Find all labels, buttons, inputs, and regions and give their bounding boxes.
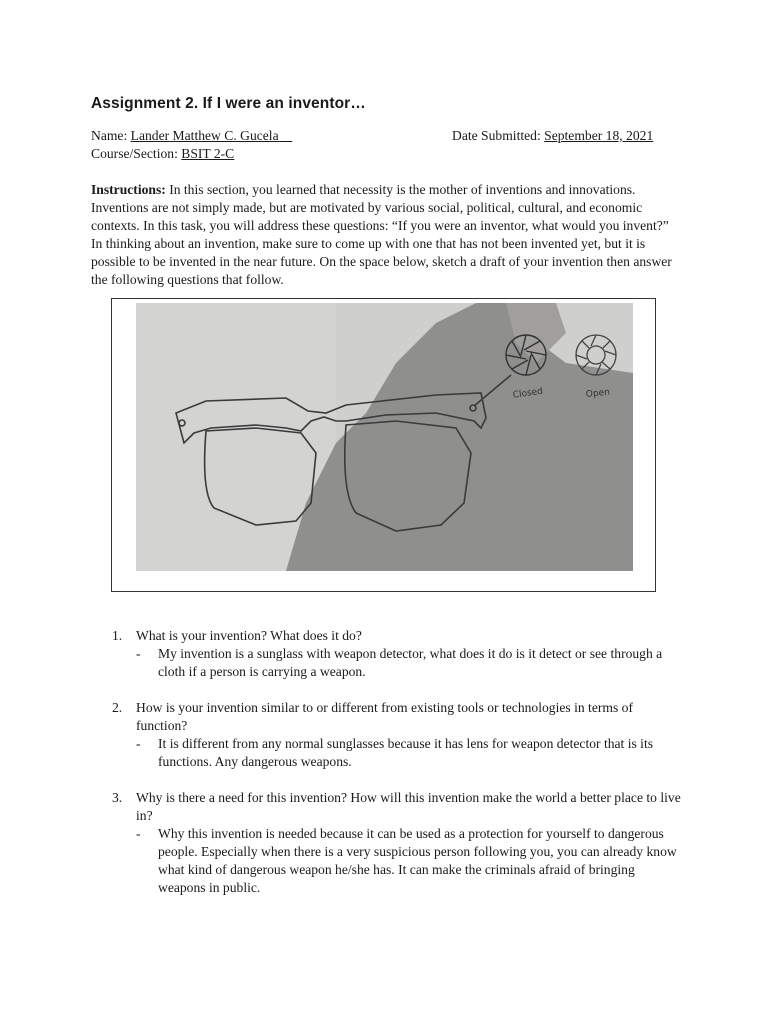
question-text: What is your invention? What does it do?	[136, 628, 362, 643]
answer-text: My invention is a sunglass with weapon detector, what does it do is it detect or see through a cloth if a person is carrying a weapon.	[158, 646, 663, 679]
question-item-1	[112, 627, 682, 681]
question-number: 3.	[112, 790, 123, 805]
question-item-3	[112, 789, 682, 897]
date-value: September 18, 2021	[544, 128, 654, 143]
date-row	[452, 127, 653, 145]
answer-text: It is different from any normal sunglasses because it has lens for weapon detector that is its functions. Any dangerous weapons.	[158, 736, 654, 769]
question-item-2	[112, 699, 682, 771]
question-text: Why is there a need for this invention? How will this invention make the world a better place to live in?	[136, 790, 681, 823]
questions-list	[112, 627, 682, 915]
name-row	[91, 127, 292, 145]
instructions-text: In this section, you learned that necessity is the mother of inventions and innovations. Inventions are not simply made, but are motivated by various social, political, cultural, and economic contexts. In this task, you will address these questions: “If you were an inventor, what would you invent?” In thinking about an invention, make sure to come up with one that has not been invented yet, but it is possible to be invented in the near future. On the space below, sketch a draft of your invention then answer the following questions that follow.	[91, 182, 672, 287]
course-value: BSIT 2-C	[181, 146, 235, 161]
answer-dash: -	[136, 736, 141, 751]
name-value: Lander Matthew C. Gucela	[130, 128, 279, 143]
question-number: 1.	[112, 628, 123, 643]
question-text: How is your invention similar to or different from existing tools or technologies in terms of function?	[136, 700, 633, 733]
question-number: 2.	[112, 700, 123, 715]
sketch-box	[111, 298, 656, 592]
course-row	[91, 145, 234, 163]
answer-dash: -	[136, 646, 141, 661]
sunglass-sketch-photo	[136, 303, 633, 571]
assignment-title: Assignment 2. If I were an inventor…	[91, 95, 366, 112]
name-underline-fill	[279, 128, 293, 143]
answer-item	[136, 825, 682, 897]
answer-item	[136, 735, 682, 771]
name-label: Name:	[91, 128, 128, 143]
instructions-label: Instructions:	[91, 182, 166, 197]
answer-text: Why this invention is needed because it can be used as a protection for yourself to dangerous people. Especially when there is a very suspicious person following you, you can already know what kind of dangerous weapon he/she has. It can make the criminals afraid of bringing weapons in public.	[158, 826, 677, 895]
course-label: Course/Section:	[91, 146, 178, 161]
answer-item	[136, 645, 682, 681]
answer-dash: -	[136, 826, 141, 841]
date-label: Date Submitted:	[452, 128, 541, 143]
instructions-paragraph	[91, 181, 676, 289]
label-closed: Closed	[512, 386, 544, 401]
label-open: Open	[585, 387, 611, 401]
